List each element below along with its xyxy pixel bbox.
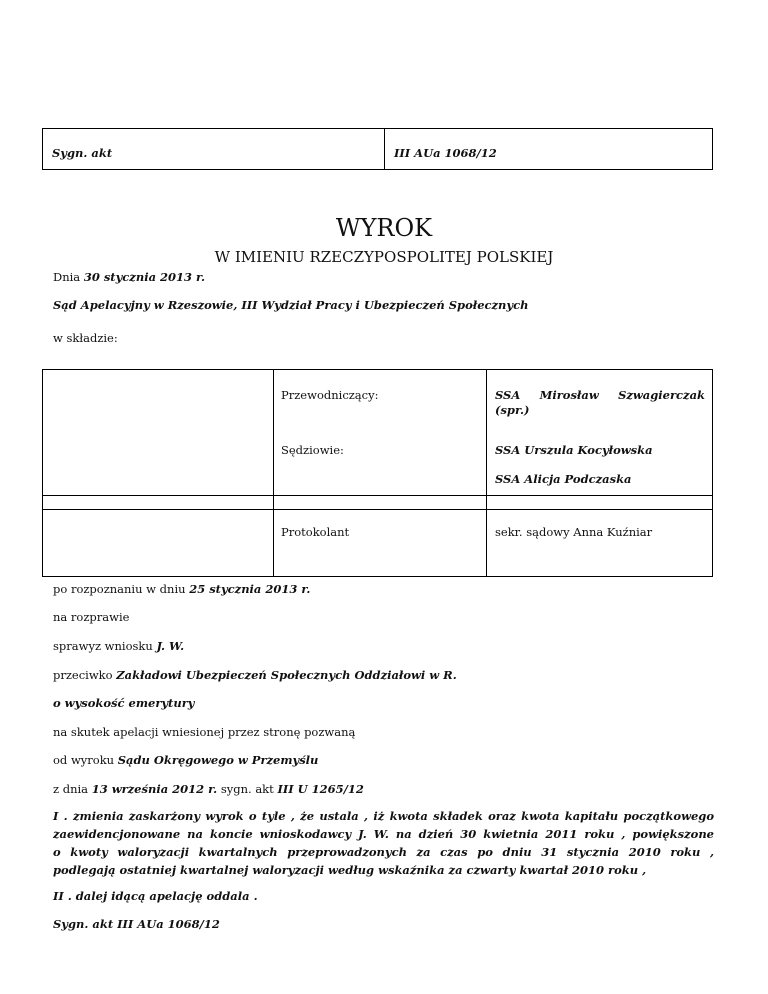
lower-court-line: [53, 753, 318, 768]
date-prefix: Dnia: [53, 270, 84, 284]
defendant-name: Zakładowi Ubezpieczeń Społecznych Oddziałowi w R.: [116, 668, 457, 682]
composition-intro: w składzie:: [53, 331, 118, 345]
ruling-point-1-line: podlegają ostatniej kwartalnej waloryzacji według wskaźnika za czwarty kwartał 2010 roku ,: [53, 863, 647, 877]
ruling-point-1: [53, 807, 714, 879]
lower-judgment-date-line: [53, 782, 364, 797]
judgment-subtitle: W IMIENIU RZECZYPOSPOLITEJ POLSKIEJ: [214, 248, 554, 266]
case-signature-label: Sygn. akt: [43, 129, 385, 169]
judgment-date: 30 stycznia 2013 r.: [83, 270, 206, 284]
applicant-name: J. W.: [156, 639, 185, 653]
court-name: Sąd Apelacyjny w Rzeszowie, III Wydział Pracy i Ubezpieczeń Społecznych: [53, 298, 529, 312]
lower-date-prefix: z dnia: [53, 782, 92, 796]
case-signature-value: III AUa 1068/12: [394, 146, 497, 160]
clerk-label: Protokolant: [281, 525, 350, 539]
appeal-line: na skutek apelacji wniesionej przez stronę pozwaną: [53, 725, 356, 739]
footer-case-signature: Sygn. akt III AUa 1068/12: [53, 917, 220, 931]
case-line: [53, 639, 184, 654]
chair-name: SSA Mirosław Szwagierczak: [495, 388, 705, 402]
considered-date: 25 stycznia 2013 r.: [189, 582, 311, 596]
judgment-title: WYROK: [335, 214, 433, 242]
considered-line: [53, 582, 310, 597]
chair-label: Przewodniczący:: [281, 388, 379, 402]
court-composition-table: [42, 369, 713, 577]
clerk-name: sekr. sądowy Anna Kuźniar: [495, 525, 653, 539]
ruling-point-1-line: zaewidencjonowane na koncie wnioskodawcy J. W. na dzień 30 kwietnia 2011 roku , powiększone: [53, 827, 714, 841]
lower-case-signature: III U 1265/12: [277, 782, 364, 796]
chair-rapporteur-note: (spr.): [495, 403, 530, 417]
ruling-point-1-line: o kwoty waloryzacji kwartalnych przeprowadzonych za czas po dniu 31 stycznia 2010 roku ,: [53, 845, 714, 859]
judge-1-name: SSA Urszula Kocyłowska: [495, 443, 653, 457]
judgment-prefix: od wyroku: [53, 753, 118, 767]
against-line: [53, 668, 457, 683]
judges-label: Sędziowie:: [281, 443, 344, 457]
judge-2-name: SSA Alicja Podczaska: [495, 472, 632, 486]
hearing-line: na rozprawie: [53, 610, 130, 624]
lower-sygn-prefix: sygn. akt: [217, 782, 278, 796]
against-prefix: przeciwko: [53, 668, 117, 682]
case-subject: o wysokość emerytury: [53, 696, 195, 710]
considered-prefix: po rozpoznaniu w dniu: [53, 582, 190, 596]
judgment-date-line: [53, 270, 205, 285]
ruling-point-2: II . dalej idącą apelację oddala .: [53, 889, 258, 903]
lower-judgment-date: 13 września 2012 r.: [91, 782, 218, 796]
case-signature-table: [42, 128, 713, 170]
case-prefix: sprawyz wniosku: [53, 639, 157, 653]
ruling-point-1-line: I . zmienia zaskarżony wyrok o tyle , że ustala , iż kwota składek oraz kwota kapitału początkowego: [53, 809, 714, 823]
lower-court-name: Sądu Okręgowego w Przemyślu: [117, 753, 319, 767]
